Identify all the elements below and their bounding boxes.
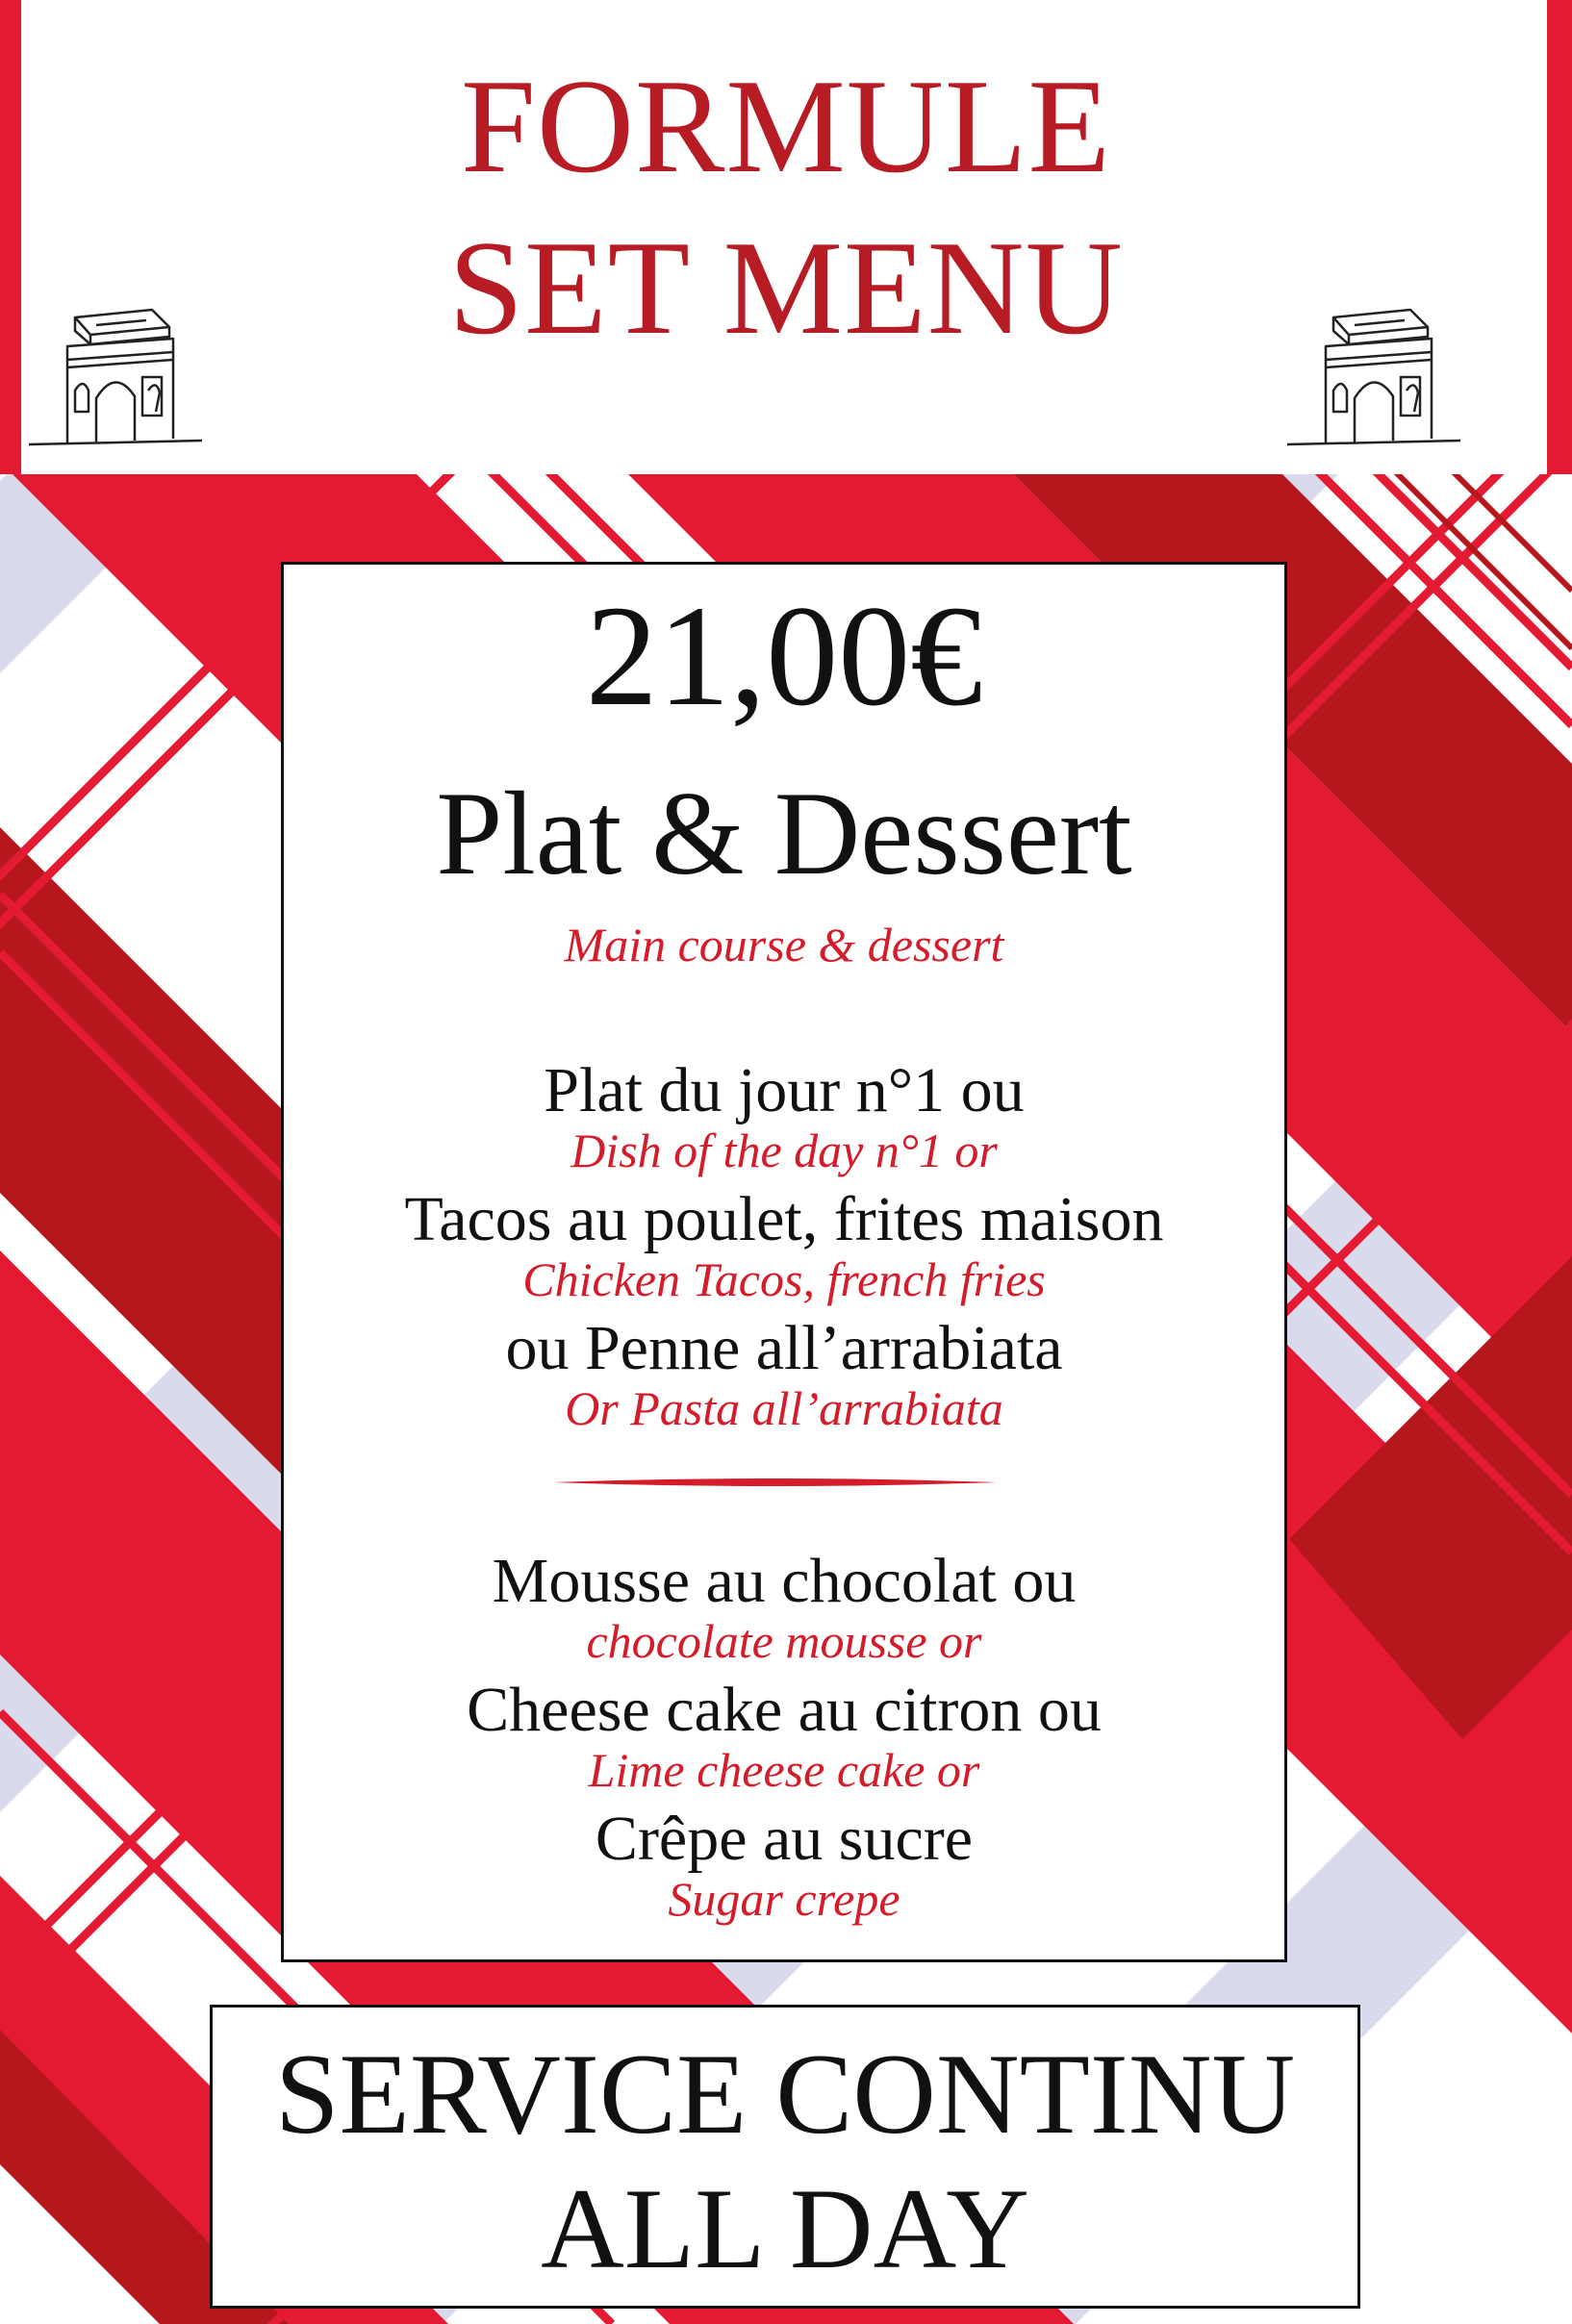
main-item-en: Chicken Tacos, french fries: [522, 1252, 1046, 1306]
service-banner: [210, 2005, 1360, 2309]
dessert-item-en: chocolate mousse or: [586, 1614, 982, 1668]
main-item-fr: Plat du jour n°1 ou: [544, 1055, 1025, 1125]
main-item-fr: ou Penne all’arrabiata: [505, 1313, 1063, 1383]
header-title-line1: FORMULE: [461, 52, 1111, 201]
service-line2: ALL DAY: [541, 2164, 1029, 2292]
dessert-item-fr: Cheese cake au citron ou: [467, 1675, 1102, 1745]
divider: [553, 1475, 996, 1490]
arc-de-triomphe-icon: [29, 298, 202, 452]
menu-subtitle: Main course & dessert: [564, 918, 1004, 972]
header-title-line2: SET MENU: [448, 214, 1124, 363]
dessert-item-en: Lime cheese cake or: [588, 1743, 980, 1797]
dessert-item-en: Sugar crepe: [668, 1872, 900, 1926]
arc-de-triomphe-icon: [1287, 298, 1460, 452]
main-item-en: Or Pasta all’arrabiata: [565, 1381, 1003, 1435]
menu-card: [281, 562, 1287, 1962]
main-item-fr: Tacos au poulet, frites maison: [404, 1184, 1164, 1254]
price: 21,00€: [585, 576, 983, 736]
menu-title: Plat & Dessert: [436, 768, 1132, 899]
dessert-item-fr: Mousse au chocolat ou: [492, 1546, 1077, 1616]
dessert-item-fr: Crêpe au sucre: [595, 1804, 974, 1874]
service-line1: SERVICE CONTINU: [274, 2030, 1296, 2158]
main-item-en: Dish of the day n°1 or: [570, 1124, 998, 1177]
